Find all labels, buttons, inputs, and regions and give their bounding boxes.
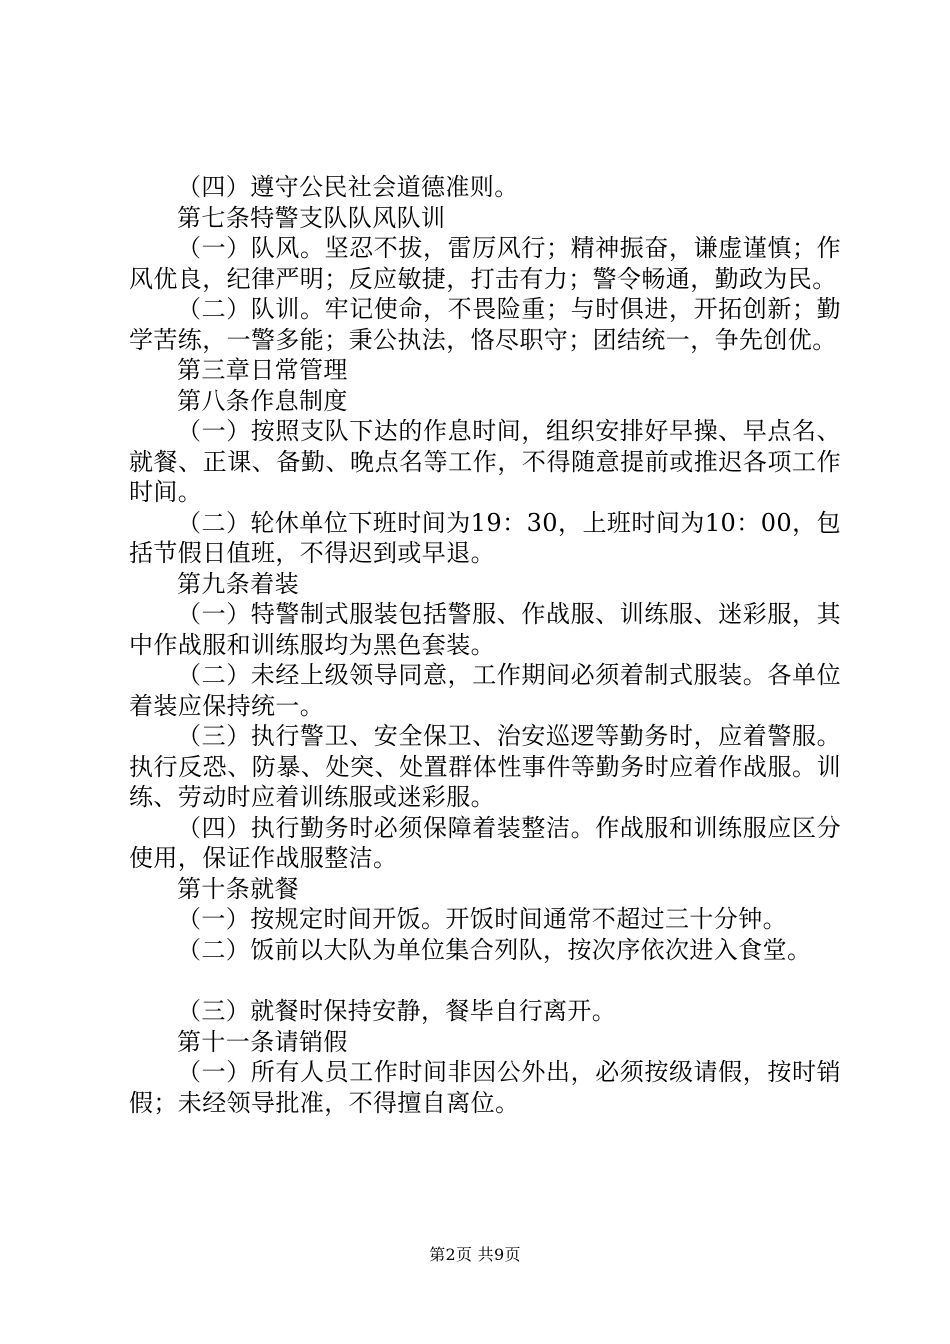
page-number-footer: 第2页 共9页 <box>429 1245 521 1264</box>
article-heading: 第八条作息制度 <box>177 386 348 415</box>
paragraph: （四）遵守公民社会道德准则。 <box>177 173 519 201</box>
paragraph: （一）所有人员工作时间非因公外出，必须按级请假，按时销假；未经领导批准，不得擅自离位。 <box>129 1058 841 1117</box>
paragraph: （一）特警制式服装包括警服、作战服、训练服、迷彩服，其中作战服和训练服均为黑色套装。 <box>129 600 841 659</box>
paragraph: （三）执行警卫、安全保卫、治安巡逻等勤务时，应着警服。执行反恐、防暴、处突、处置群体性事件等勤务时应着作战服。训练、劳动时应着训练服或迷彩服。 <box>129 722 841 811</box>
article-heading: 第十一条请销假 <box>177 1027 348 1056</box>
paragraph: （二）未经上级领导同意，工作期间必须着制式服装。各单位着装应保持统一。 <box>129 661 841 720</box>
paragraph: （一）队风。坚忍不拔，雷厉风行；精神振奋，谦虚谨慎；作风优良，纪律严明；反应敏捷，打击有力；警令畅通，勤政为民。 <box>129 234 841 293</box>
paragraph: （一）按照支队下达的作息时间，组织安排好早操、早点名、就餐、正课、备勤、晚点名等工作，不得随意提前或推迟各项工作时间。 <box>129 417 841 506</box>
article-heading: 第九条着装 <box>177 569 299 598</box>
chapter-heading: 第三章日常管理 <box>177 356 348 384</box>
document-body <box>129 172 841 1118</box>
paragraph: （三）就餐时保持安静，餐毕自行离开。 <box>177 997 617 1025</box>
paragraph: （一）按规定时间开饭。开饭时间通常不超过三十分钟。 <box>177 905 787 933</box>
article-heading: 第十条就餐 <box>177 874 299 903</box>
article-heading: 第七条特警支队队风队训 <box>177 203 446 232</box>
paragraph: （二）饭前以大队为单位集合列队，按次序依次进入食堂。 <box>177 935 812 964</box>
paragraph: （二）轮休单位下班时间为19：30，上班时间为10：00，包括节假日值班，不得迟到或早退。 <box>129 508 841 567</box>
paragraph: （二）队训。牢记使命，不畏险重；与时俱进，开拓创新；勤学苦练，一警多能；秉公执法，恪尽职守；团结统一，争先创优。 <box>129 295 841 354</box>
paragraph: （四）执行勤务时必须保障着装整洁。作战服和训练服应区分使用，保证作战服整洁。 <box>129 813 841 872</box>
